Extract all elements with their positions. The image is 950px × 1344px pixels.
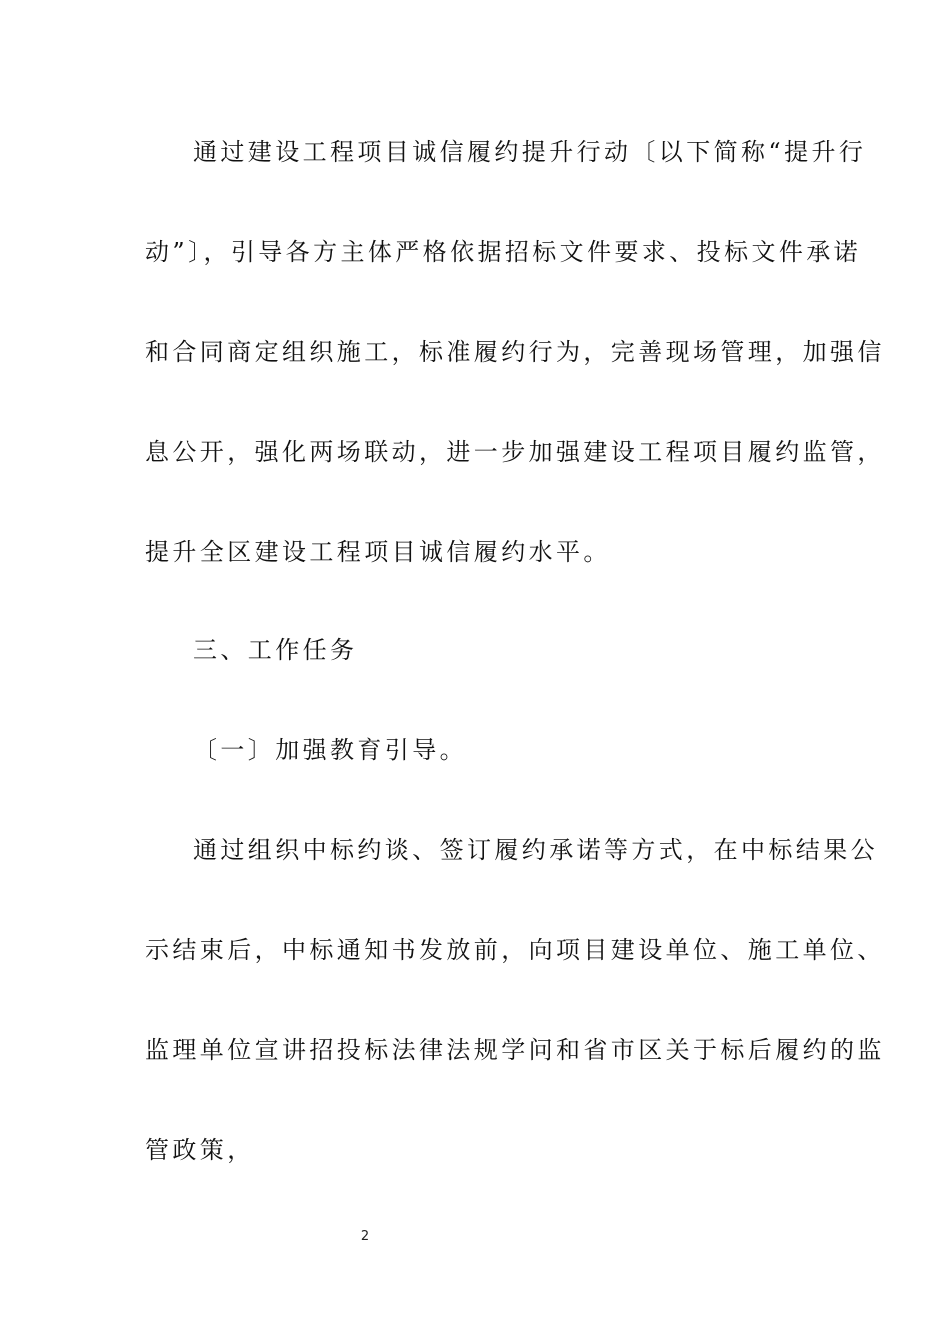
paragraph-1-line-3: 和合同商定组织施工，标准履约行为，完善现场管理，加强信 (145, 338, 885, 366)
paragraph-2-line-4: 管政策， (145, 1136, 255, 1164)
paragraph-1-line-4: 息公开，强化两场联动，进一步加强建设工程项目履约监管， (145, 438, 885, 466)
paragraph-2-line-1: 通过组织中标约谈、签订履约承诺等方式，在中标结果公 (193, 836, 878, 864)
paragraph-1-line-1: 通过建设工程项目诚信履约提升行动〔以下简称“提升行 (193, 138, 867, 166)
page-number: 2 (360, 1229, 370, 1244)
subsection-heading: 〔一〕加强教育引导。 (193, 736, 467, 764)
paragraph-1-line-5: 提升全区建设工程项目诚信履约水平。 (145, 538, 611, 566)
paragraph-1-line-2: 动”〕，引导各方主体严格依据招标文件要求、投标文件承诺 (145, 238, 862, 266)
paragraph-2-line-3: 监理单位宣讲招投标法律法规学问和省市区关于标后履约的监 (145, 1036, 885, 1064)
section-heading: 三、工作任务 (193, 636, 358, 664)
paragraph-2-line-2: 示结束后，中标通知书发放前，向项目建设单位、施工单位、 (145, 936, 885, 964)
